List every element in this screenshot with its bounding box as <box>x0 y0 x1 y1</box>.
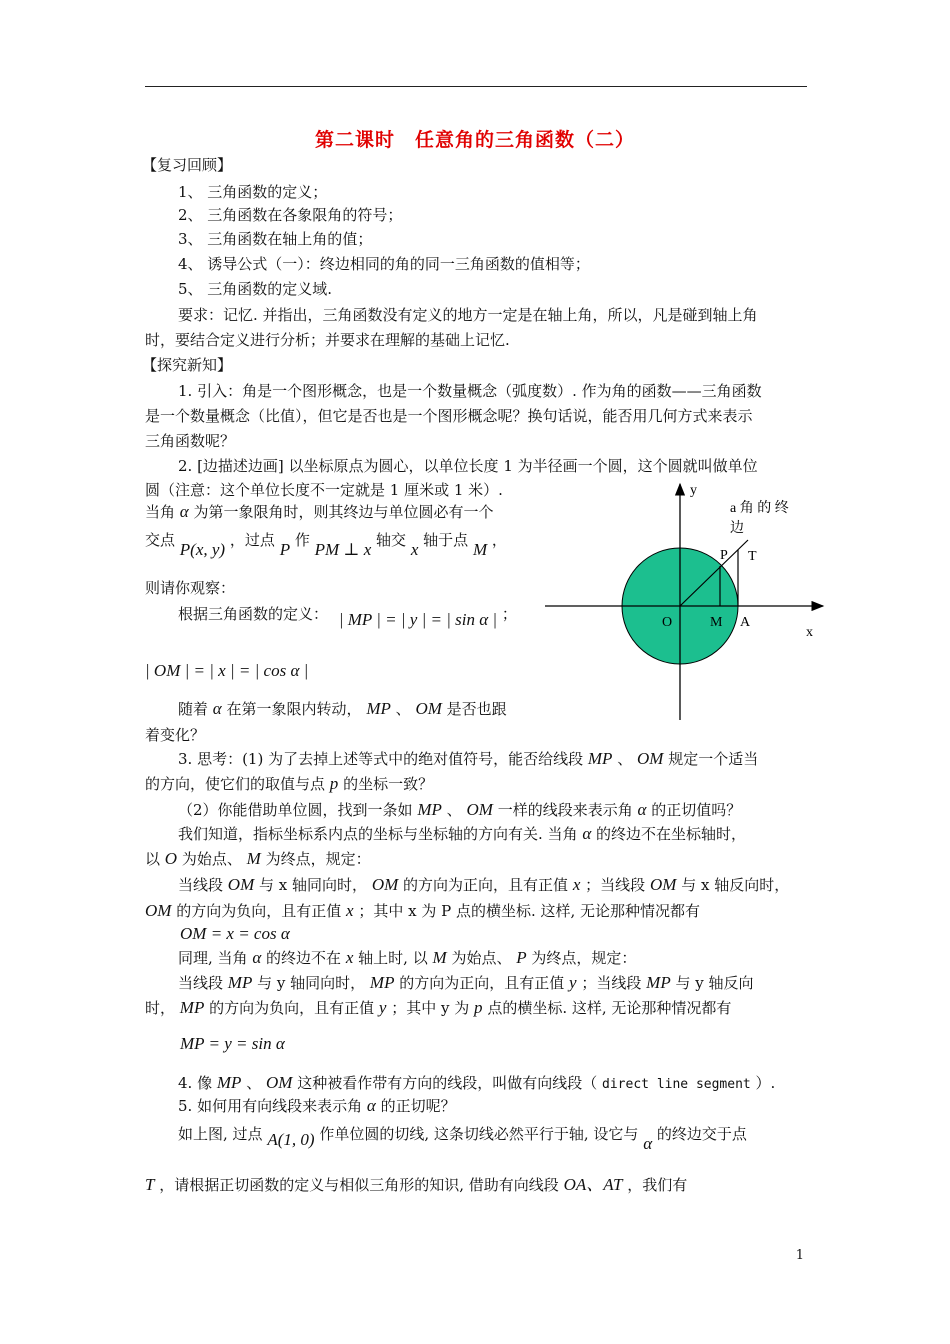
p3-line-1: 3. 思考：(1) 为了去掉上述等式中的绝对值符号，能否给线段 MP 、 OM 规定一个适当 <box>178 749 759 768</box>
p3-line-2: 的方向，使它们的取值与点 p 的坐标一致？ <box>145 774 434 793</box>
p3-line-10: 当线段 MP 与 y 轴同向时， MP 的方向为正向，且有正值 y ；当线段 MP 与 y 轴反向 <box>178 973 754 992</box>
p1-line-1: 1. 引入：角是一个图形概念，也是一个数量概念（弧度数）. 作为角的函数——三角函数 <box>178 382 762 400</box>
requirement-line-2: 时，要结合定义进行分析；并要求在理解的基础上记忆. <box>145 331 510 349</box>
unit-circle-figure <box>540 478 830 728</box>
p3-line-3: （2）你能借助单位圆，找到一条如 MP 、 OM 一样的线段来表示角 α 的正切值吗？ <box>178 800 742 819</box>
review-item-1: 1、 三角函数的定义； <box>178 183 328 201</box>
om-cos-equation: OM = x = cos α <box>180 924 290 943</box>
alpha-symbol: α <box>179 502 189 521</box>
label-m: M <box>710 615 723 630</box>
review-item-5: 5、 三角函数的定义域. <box>178 280 333 298</box>
p2-line-8: 随着 α 在第一象限内转动， MP 、 OM 是否也跟 <box>178 699 507 718</box>
p2-line-4: 交点 P(x, y) ，过点 P 作 PM ⊥ x 轴交 x 轴于点 M ， <box>145 531 507 559</box>
review-item-2: 2、 三角函数在各象限角的符号； <box>178 206 403 224</box>
p2-line-2: 圆（注意：这个单位长度不一定就是 1 厘米或 1 米）. <box>145 481 503 499</box>
p3-line-11: 时， MP 的方向为负向，且有正值 y ；其中 y 为 p 点的横坐标. 这样, 无论那种情况都有 <box>145 998 732 1017</box>
p2-line-6: 根据三角函数的定义： | MP | = | y | = | sin α | ； <box>178 605 517 629</box>
label-t: T <box>748 549 757 564</box>
page-title: 第二课时 任意角的三角函数（二） <box>314 129 635 151</box>
p2-line-9: 着变化？ <box>145 726 206 744</box>
mp-abs-equation: | MP | = | y | = | sin α | <box>338 610 498 629</box>
review-heading: 【复习回顾】 <box>142 156 233 174</box>
mp-sin-equation: MP = y = sin α <box>180 1034 285 1053</box>
p4-line: 4. 像 MP 、 OM 这种被看作带有方向的线段，叫做有向线段（ direct line segment ）. <box>178 1073 776 1092</box>
p1-line-2: 是一个数量概念（比值），但它是否也是一个图形概念呢？换句话说，能否用几何方式来表示 <box>145 407 753 425</box>
label-x: x <box>806 625 813 640</box>
label-a: A <box>740 615 751 630</box>
p3-line-5: 以 O 为始点、 M 为终点，规定： <box>145 849 371 868</box>
review-item-3: 3、 三角函数在轴上角的值； <box>178 230 373 248</box>
header-rule <box>145 86 807 87</box>
page-number: 1 <box>795 1248 804 1263</box>
label-y: y <box>690 483 697 498</box>
requirement-line-1: 要求：记忆. 并指出，三角函数没有定义的地方一定是在轴上角，所以，凡是碰到轴上角 <box>178 306 758 324</box>
p6-line: 如上图, 过点 A(1, 0) 作单位圆的切线, 这条切线必然平行于轴, 设它与 α 的终边交于点 <box>178 1125 747 1153</box>
p1-line-3: 三角函数呢？ <box>145 432 236 450</box>
p2-line-1: 2. [边描述边画] 以坐标原点为圆心，以单位长度 1 为半径画一个圆，这个圆就叫做单位 <box>178 457 758 475</box>
p5-line: 5. 如何用有向线段来表示角 α 的正切呢？ <box>178 1096 456 1115</box>
p7-line: T ，请根据正切函数的定义与相似三角形的知识, 借助有向线段 OA、AT ，我们有 <box>145 1175 688 1194</box>
label-o: O <box>662 615 673 630</box>
p2-line-5: 则请你观察： <box>145 579 236 597</box>
p3-line-6: 当线段 OM 与 x 轴同向时， OM 的方向为正向，且有正值 x ；当线段 OM 与 x 轴反向时， <box>178 875 790 894</box>
p3-line-7: OM 的方向为负向，且有正值 x ；其中 x 为 P 点的横坐标. 这样, 无论那种情况都有 <box>145 901 701 920</box>
label-p: P <box>720 548 728 563</box>
p3-line-4: 我们知道，指标坐标系内点的坐标与坐标轴的方向有关. 当角 α 的终边不在坐标轴时， <box>178 824 747 843</box>
explore-heading: 【探究新知】 <box>142 356 233 374</box>
p3-line-9: 同理, 当角 α 的终边不在 x 轴上时, 以 M 为始点、 P 为终点，规定： <box>178 948 637 967</box>
review-item-4: 4、 诱导公式（一）：终边相同的角的同一三角函数的值相等； <box>178 255 590 273</box>
p2-line-3: 当角 α 为第一象限角时，则其终边与单位圆必有一个 <box>145 502 494 521</box>
caption-line-2: 边 <box>730 521 744 536</box>
caption-line-1: a 角 的 终 <box>730 501 789 516</box>
om-abs-equation: | OM | = | x | = | cos α | <box>145 661 309 680</box>
